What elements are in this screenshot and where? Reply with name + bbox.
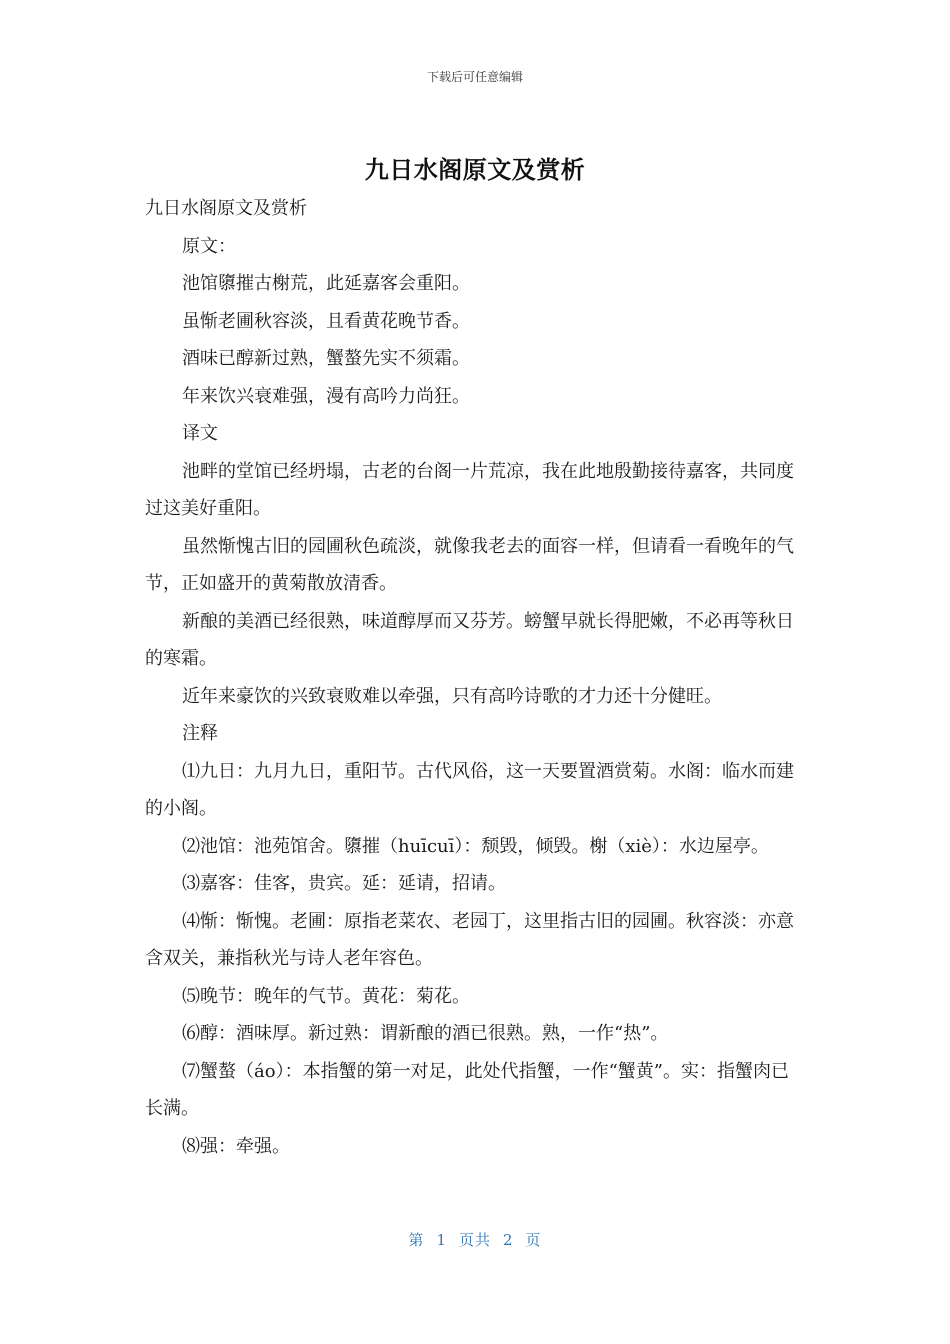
section-heading-notes: 注释 [182, 723, 218, 744]
footer-current-page: 1 [436, 1231, 447, 1249]
poem-line: 池馆隳摧古榭荒，此延嘉客会重阳。 [182, 273, 470, 294]
note-item: ⑴九日：九月九日，重阳节。古代风俗，这一天要置酒赏菊。水阁：临水而建的小阁。 [145, 760, 794, 819]
page-footer [0, 1229, 950, 1250]
note-item: ⑵池馆：池苑馆舍。隳摧（huīcuī）：颓毁，倾毁。榭（xiè）：水边屋亭。 [182, 835, 769, 857]
footer-page-label: 第 [408, 1231, 425, 1249]
translation-paragraph: 池畔的堂馆已经坍塌，古老的台阁一片荒凉，我在此地殷勤接待嘉客，共同度过这美好重阳。 [145, 460, 794, 519]
note-item: ⑺蟹螯（áo）：本指蟹的第一对足，此处代指蟹，一作“蟹黄”。实：指蟹肉已长满。 [145, 1060, 789, 1119]
paragraph: 九日水阁原文及赏析 [145, 198, 307, 219]
translation-paragraph: 虽然惭愧古旧的园圃秋色疏淡，就像我老去的面容一样，但请看一看晚年的气节，正如盛开的黄菊散放清香。 [145, 535, 794, 594]
note-item: ⑶嘉客：佳客，贵宾。延：延请，招请。 [182, 873, 506, 894]
footer-total-pages: 2 [503, 1231, 514, 1249]
document-body [145, 190, 805, 1165]
note-item: ⑷惭：惭愧。老圃：原指老菜农、老园丁，这里指古旧的园圃。秋容淡：亦意含双关，兼指秋光与诗人老年容色。 [145, 910, 794, 969]
header-note: 下载后可任意编辑 [426, 70, 523, 84]
footer-total-prefix: 页共 [458, 1231, 491, 1249]
document-title: 九日水阁原文及赏析 [364, 156, 586, 184]
poem-line: 年来饮兴衰难强，漫有高吟力尚狂。 [182, 385, 470, 407]
footer-total-suffix: 页 [525, 1231, 542, 1249]
note-item: ⑹醇：酒味厚。新过熟：谓新酿的酒已很熟。熟，一作“热”。 [182, 1023, 669, 1044]
poem-line: 酒味已醇新过熟，蟹螯先实不须霜。 [182, 348, 470, 369]
section-heading-original: 原文： [182, 235, 236, 257]
section-heading-translation: 译文 [182, 423, 218, 444]
translation-paragraph: 近年来豪饮的兴致衰败难以牵强，只有高吟诗歌的才力还十分健旺。 [182, 685, 722, 707]
note-item: ⑸晚节：晚年的气节。黄花：菊花。 [182, 985, 470, 1007]
note-item: ⑻强：牵强。 [182, 1135, 290, 1157]
translation-paragraph: 新酿的美酒已经很熟，味道醇厚而又芬芳。螃蟹早就长得肥嫩，不必再等秋日的寒霜。 [145, 610, 794, 669]
poem-line: 虽惭老圃秋容淡，且看黄花晚节香。 [182, 310, 470, 332]
